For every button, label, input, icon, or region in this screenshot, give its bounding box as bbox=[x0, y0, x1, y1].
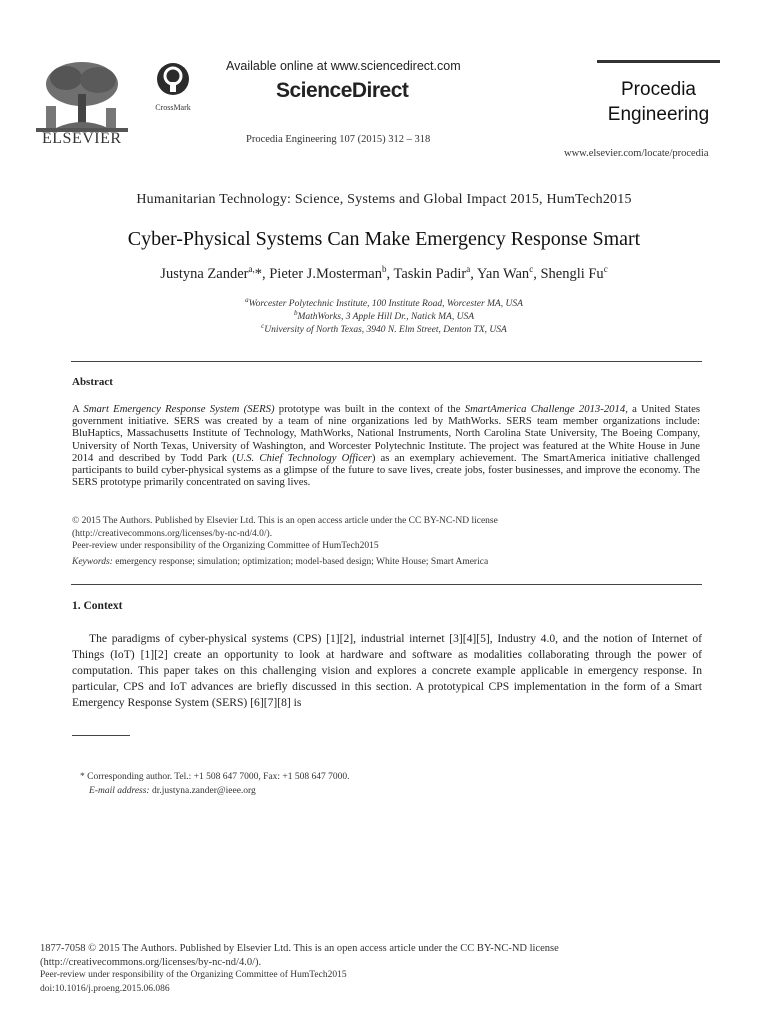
author-affiliation-mark: c bbox=[529, 264, 534, 274]
journal-title-box bbox=[597, 60, 720, 127]
publisher-name: ELSEVIER bbox=[42, 130, 122, 147]
abstract-emphasis: SmartAmerica Challenge 2013-2014 bbox=[464, 403, 626, 415]
author-list: Justyna Zander$^{a,}$*, Pieter J.Mosterman$^b$, Taskin Padir$^a$, Yan Wan$^c$, Shengli Fu$^c$ bbox=[160, 264, 608, 282]
journal-title-line1: Procedia bbox=[621, 79, 696, 100]
corresponding-author-mark: * bbox=[254, 265, 262, 282]
section-body-text: The paradigms of cyber-physical systems (CPS) [1][2], industrial internet [3][4][5], Industry 4.0, and the notion of Internet of Things (IoT) [1][2] create an opportunity to look at hardware and software as modalities collaborating through the power of computation. This paper takes on this challenging vision and explores a concrete example applicable in emergency response. In particular, CPS and IoT advances are briefly discussed in this section. A prototypical CPS implementation in the form of a Smart Emergency Response System (SERS) [6][7][8] is bbox=[72, 632, 702, 709]
keywords-label: Keywords: bbox=[72, 557, 113, 567]
footer-doi[interactable]: doi:10.1016/j.proeng.2015.06.086 bbox=[40, 983, 170, 994]
author-affiliation-mark: a, bbox=[248, 264, 255, 274]
abstract-heading: Abstract bbox=[72, 376, 113, 388]
affiliation-mark: c bbox=[261, 322, 265, 330]
journal-reference: Procedia Engineering 107 (2015) 312 – 318 bbox=[246, 134, 431, 145]
abstract-emphasis: U.S. Chief Technology Officer bbox=[235, 451, 372, 464]
author-affiliation-mark: a bbox=[466, 264, 471, 274]
affiliation-text: University of North Texas, 3940 N. Elm Street, Denton TX, USA bbox=[264, 325, 507, 336]
peer-review-line: Peer-review under responsibility of the Organizing Committee of HumTech2015 bbox=[72, 541, 379, 551]
sciencedirect-logo-text: ScienceDirect bbox=[276, 79, 409, 102]
paper-title: Cyber-Physical Systems Can Make Emergency Response Smart bbox=[127, 228, 641, 250]
email-label: E-mail address: bbox=[89, 786, 150, 796]
footnote-corresponding-author: * Corresponding author. Tel.: +1 508 647 7000, Fax: +1 508 647 7000. bbox=[80, 772, 350, 782]
affiliation-a bbox=[0, 296, 768, 309]
affiliation-b bbox=[0, 309, 768, 322]
page-footer bbox=[40, 942, 559, 996]
abstract-text-part: A bbox=[72, 403, 84, 415]
available-online-text: Available online at www.sciencedirect.com bbox=[226, 59, 461, 73]
affiliation-mark: b bbox=[293, 309, 298, 317]
footnote-email bbox=[89, 786, 256, 796]
crossmark-badge[interactable] bbox=[150, 62, 196, 112]
affiliation-text: MathWorks, 3 Apple Hill Dr., Natick MA, USA bbox=[297, 312, 475, 323]
section-body-context bbox=[72, 631, 702, 711]
journal-title bbox=[597, 77, 720, 127]
keywords-list: emergency response; simulation; optimization; model-based design; White House; Smart America bbox=[112, 557, 489, 567]
author-name: Taskin Padir bbox=[393, 265, 467, 282]
affiliation-text: Worcester Polytechnic Institute, 100 Institute Road, Worcester MA, USA bbox=[248, 299, 523, 310]
footer-peer-review: Peer-review under responsibility of the Organizing Committee of HumTech2015 bbox=[40, 970, 347, 980]
author-affiliation-mark: c bbox=[603, 264, 608, 274]
keywords bbox=[72, 557, 488, 567]
author-affiliation-mark: b bbox=[382, 264, 387, 274]
abstract-text-part: , a United States government initiative. SERS was created by a team of nine organizations led by MathWorks. SERS team member organizations include: BluHaptics, Massachusetts Institute of Technology, MathWorks, National Instruments, North Carolina State University, The Boeing Company, University of North Texas, University of Washington, and Worcester Polytechnic Institute. The project was featured at the White House in June 2014 and described by Todd Park ( bbox=[72, 403, 700, 464]
email-address[interactable]: dr.justyna.zander@ieee.org bbox=[149, 786, 256, 796]
author-name: Pieter J.Mosterman bbox=[269, 265, 382, 282]
copyright-line: © 2015 The Authors. Published by Elsevier Ltd. This is an open access article under the CC BY-NC-ND license bbox=[72, 516, 498, 526]
abstract-text bbox=[72, 403, 700, 488]
footnote-divider bbox=[72, 735, 130, 736]
abstract-emphasis: Smart Emergency Response System (SERS) bbox=[83, 403, 275, 415]
abstract-copyright bbox=[72, 515, 498, 553]
journal-title-bar bbox=[597, 60, 720, 63]
author-name: Justyna Zander bbox=[160, 265, 249, 282]
author-name: Shengli Fu bbox=[540, 265, 604, 282]
crossmark-label: CrossMark bbox=[155, 103, 191, 112]
affiliation-mark: a bbox=[245, 296, 249, 304]
journal-title-line2: Engineering bbox=[607, 104, 710, 125]
license-link[interactable]: (http://creativecommons.org/licenses/by-nc-nd/4.0/). bbox=[72, 528, 273, 539]
abstract-text-part: prototype was built in the context of the bbox=[274, 403, 465, 415]
abstract-text-part: ) as an exemplary achievement. The SmartAmerica initiative challenged participants to build cyber-physical systems as a glimpse of the future to save lives, create jobs, foster businesses, and improve the economy. The SERS prototype primarily concentrated on saving lives. bbox=[72, 451, 700, 489]
conference-name: Humanitarian Technology: Science, Systems and Global Impact 2015, HumTech2015 bbox=[136, 192, 632, 207]
section-heading-context: 1. Context bbox=[72, 600, 123, 612]
journal-url[interactable]: www.elsevier.com/locate/procedia bbox=[564, 148, 709, 159]
footer-license-link[interactable]: (http://creativecommons.org/licenses/by-nc-nd/4.0/). bbox=[40, 956, 262, 968]
affiliation-c bbox=[0, 322, 768, 335]
author-name: Yan Wan bbox=[476, 265, 530, 282]
divider bbox=[71, 361, 702, 362]
footer-copyright: 1877-7058 © 2015 The Authors. Published by Elsevier Ltd. This is an open access article under the CC BY-NC-ND license bbox=[40, 943, 559, 954]
divider bbox=[71, 584, 702, 585]
crossmark-icon bbox=[156, 62, 190, 96]
